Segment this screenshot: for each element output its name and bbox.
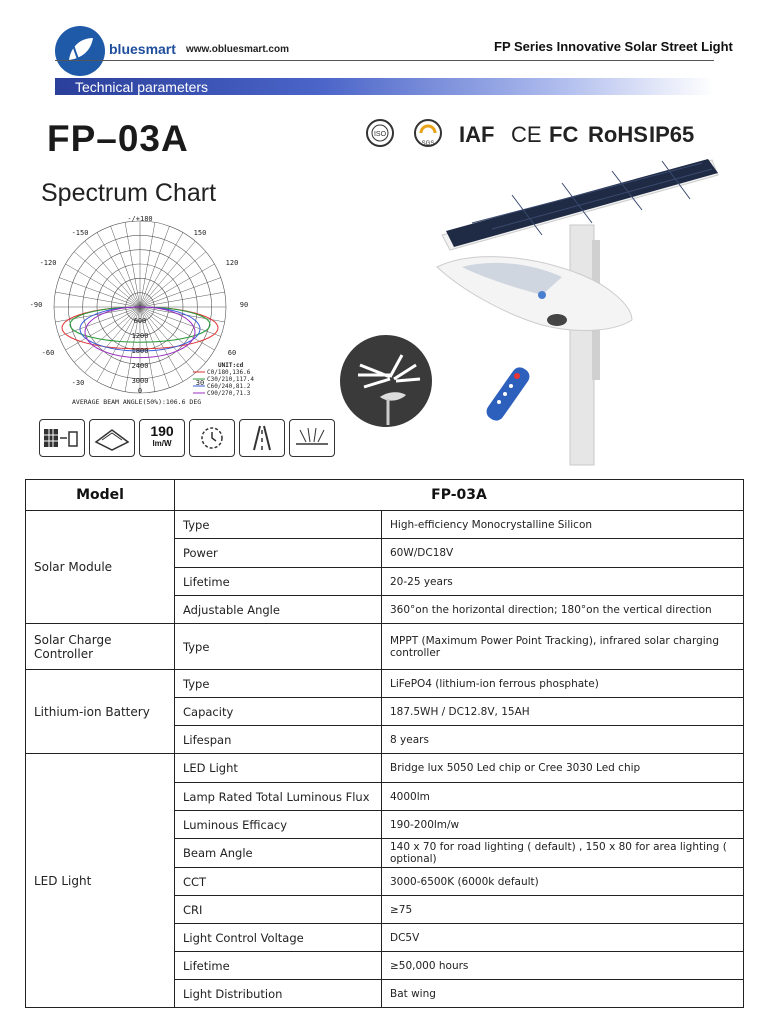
- solar-battery-icon: [39, 419, 85, 457]
- group-label: Lithium-ion Battery: [26, 670, 175, 754]
- param-value: 360°on the horizontal direction; 180°on the vertical direction: [382, 596, 744, 624]
- legend-entry: C90/270,71.3: [207, 390, 251, 397]
- param-value: ≥75: [382, 896, 744, 924]
- table-row: [26, 754, 744, 783]
- param-value: 8 years: [382, 726, 744, 754]
- polar-angle-label: -/+180: [127, 215, 153, 223]
- param-label: Type: [175, 511, 382, 539]
- road-icon: [239, 419, 285, 457]
- polar-radial-label: 2400: [131, 362, 149, 370]
- param-label: Lifetime: [175, 568, 382, 596]
- lamp-detail-inset: [340, 335, 432, 427]
- param-label: Lamp Rated Total Luminous Flux: [175, 783, 382, 811]
- param-label: Type: [175, 624, 382, 670]
- polar-angle-label: -60: [41, 349, 55, 357]
- param-label: Lifetime: [175, 952, 382, 980]
- param-value: MPPT (Maximum Power Point Tracking), infrared solar charging controller: [382, 624, 744, 670]
- leaf-icon: [55, 26, 105, 76]
- param-label: Light Distribution: [175, 980, 382, 1008]
- param-value: 4000lm: [382, 783, 744, 811]
- param-value: 190-200lm/w: [382, 811, 744, 839]
- param-label: Adjustable Angle: [175, 596, 382, 624]
- cert-rohs: RoHS: [588, 122, 648, 147]
- timer-icon: [189, 419, 235, 457]
- website-url[interactable]: www.obluesmart.com: [186, 44, 289, 55]
- beam-angle-footer: AVERAGE BEAM ANGLE(50%):106.6 DEG: [72, 398, 202, 406]
- group-label: Solar Charge Controller: [26, 624, 175, 670]
- model-value-header: FP-03A: [175, 480, 744, 511]
- cert-iaf: IAF: [459, 122, 495, 147]
- spectrum-polar-chart: [29, 215, 270, 410]
- polar-angle-label: 0: [137, 387, 143, 395]
- table-row: [26, 511, 744, 539]
- param-value: 187.5WH / DC12.8V, 15AH: [382, 698, 744, 726]
- model-header: Model: [26, 480, 175, 511]
- param-value: ≥50,000 hours: [382, 952, 744, 980]
- group-label: Solar Module: [26, 511, 175, 624]
- spectrum-chart-title: Spectrum Chart: [41, 179, 217, 207]
- param-label: Light Control Voltage: [175, 924, 382, 952]
- polar-radial-label: 1800: [131, 347, 149, 355]
- remote-control-image: [481, 362, 537, 424]
- polar-angle-label: 150: [193, 229, 207, 237]
- polar-angle-label: 90: [239, 301, 249, 309]
- efficacy-unit: lm/W: [152, 439, 172, 448]
- polar-angle-label: -150: [71, 229, 89, 237]
- led-module-icon: [89, 419, 135, 457]
- param-value: Bridge lux 5050 Led chip or Cree 3030 Led chip: [382, 754, 744, 783]
- polar-angle-label: -120: [39, 259, 57, 267]
- polar-angle-label: -30: [71, 379, 85, 387]
- feature-icons-row: [39, 419, 309, 459]
- brand-logo: [55, 26, 105, 76]
- legend-entry: C60/240,81.2: [207, 383, 251, 390]
- param-value: 20-25 years: [382, 568, 744, 596]
- iso-badge-icon: [365, 118, 395, 153]
- param-value: DC5V: [382, 924, 744, 952]
- param-label: CRI: [175, 896, 382, 924]
- cert-ip65: IP65: [649, 122, 695, 147]
- street-light-image: [432, 155, 732, 465]
- header-divider: [55, 60, 714, 61]
- cert-ce: CE: [511, 122, 542, 147]
- polar-angle-label: 60: [227, 349, 237, 357]
- cert-fc: FC: [549, 122, 579, 147]
- light-spread-icon: [289, 419, 335, 457]
- polar-angle-label: 30: [195, 379, 205, 387]
- table-row: [26, 624, 744, 670]
- polar-radial-label: 1200: [131, 332, 149, 340]
- efficacy-value: 190: [150, 423, 174, 439]
- model-title: FP–03A: [47, 118, 189, 159]
- polar-radial-label: 3000: [131, 377, 149, 385]
- polar-angle-label: 120: [225, 259, 239, 267]
- spec-table: [25, 479, 744, 1008]
- param-value: 140 x 70 for road lighting ( default) , 150 x 80 for area lighting ( optional): [382, 839, 744, 868]
- param-value: Bat wing: [382, 980, 744, 1008]
- param-value: 60W/DC18V: [382, 539, 744, 568]
- param-label: Luminous Efficacy: [175, 811, 382, 839]
- param-label: LED Light: [175, 754, 382, 783]
- param-label: Type: [175, 670, 382, 698]
- param-label: Power: [175, 539, 382, 568]
- param-label: Capacity: [175, 698, 382, 726]
- param-value: LiFePO4 (lithium-ion ferrous phosphate): [382, 670, 744, 698]
- svg-text:SGS: SGS: [421, 141, 435, 147]
- legend-entry: C0/180,136.6: [207, 369, 251, 376]
- param-label: Beam Angle: [175, 839, 382, 868]
- section-banner: [55, 78, 714, 95]
- efficacy-icon: [139, 419, 185, 457]
- brand-name: bluesmart: [109, 41, 176, 57]
- param-value: 3000-6500K (6000k default): [382, 868, 744, 896]
- polar-radial-label: 600: [133, 317, 147, 325]
- param-value: High-efficiency Monocrystalline Silicon: [382, 511, 744, 539]
- param-label: Lifespan: [175, 726, 382, 754]
- legend-entry: C30/210,117.4: [207, 376, 254, 383]
- svg-text:ISO: ISO: [373, 131, 387, 138]
- param-label: CCT: [175, 868, 382, 896]
- group-label: LED Light: [26, 754, 175, 1008]
- polar-angle-label: -90: [29, 301, 43, 309]
- section-title: Technical parameters: [75, 79, 209, 95]
- sgs-badge-icon: [413, 118, 443, 153]
- polar-unit-label: UNIT:cd: [218, 362, 244, 369]
- series-title: FP Series Innovative Solar Street Light: [494, 39, 733, 54]
- table-row: [26, 670, 744, 698]
